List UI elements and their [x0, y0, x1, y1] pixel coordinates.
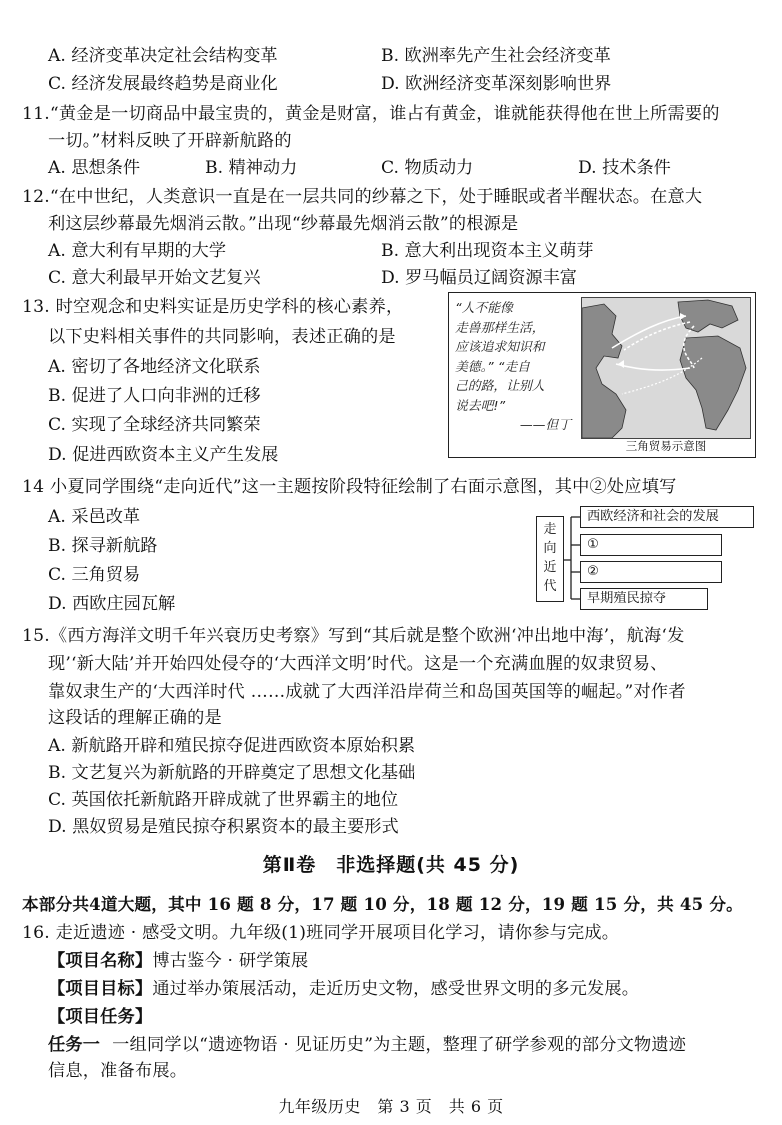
q13-option-d: D. 促进西欧资本主义产生发展 — [48, 445, 279, 465]
theme-char: 近 — [543, 560, 557, 575]
q14-option-a: A. 采邑改革 — [48, 507, 141, 527]
q12-option-a: A. 意大利有早期的大学 — [48, 241, 227, 261]
theme-char: 代 — [543, 579, 557, 594]
q13-stem-line1: 13. 时空观念和史料实证是历史学科的核心素养， — [22, 297, 404, 317]
q16-task1-line1 — [48, 1034, 686, 1056]
q13-option-a: A. 密切了各地经济文化联系 — [48, 357, 261, 377]
q11-stem-line1: 11.“黄金是一切商品中最宝贵的，黄金是财富，谁占有黄金，谁就能获得他在世上所需要的 — [22, 104, 720, 124]
q15-option-a: A. 新航路开辟和殖民掠夺促进西欧资本原始积累 — [48, 736, 416, 756]
q10-option-d: D. 欧洲经济变革深刻影响世界 — [381, 74, 612, 94]
q14-option-d: D. 西欧庄园瓦解 — [48, 594, 176, 614]
q13-option-b: B. 促进了人口向非洲的迁移 — [48, 386, 261, 406]
triangle-trade-map — [581, 297, 751, 439]
q12-stem-line2: 利这层纱幕最先烟消云散。”出现“纱幕最先烟消云散”的根源是 — [48, 214, 519, 234]
diagram-theme-label — [536, 516, 564, 602]
q16-project-name — [48, 950, 308, 972]
q13-stem-line2: 以下史料相关事件的共同影响，表述正确的是 — [48, 327, 396, 347]
q10-option-b: B. 欧洲率先产生社会经济变革 — [381, 46, 611, 66]
theme-char: 走 — [543, 522, 557, 537]
q15-stem-line2: 现’‘新大陆’并开始四处侵夺的‘大西洋文明’时代。这是一个充满血腥的奴隶贸易、 — [48, 654, 668, 674]
q10-option-a: A. 经济变革决定社会结构变革 — [48, 46, 278, 66]
quote-line: 走兽那样生活， — [455, 320, 545, 336]
project-task-label: 【项目任务】 — [48, 1007, 153, 1027]
project-name-value: 博古鉴今 · 研学策展 — [152, 951, 309, 971]
project-name-label: 【项目名称】 — [48, 951, 153, 971]
q14-option-b: B. 探寻新航路 — [48, 536, 158, 556]
q14-stem-line1: 14 小夏同学围绕“走向近代”这一主题按阶段特征绘制了右面示意图，其中②处应填写 — [22, 477, 677, 497]
quote-line: 己的路，让别人 — [455, 379, 545, 394]
q16-stem: 16. 走近遗迹 · 感受文明。九年级(1)班同学开展项目化学习，请你参与完成。 — [22, 923, 620, 943]
q10-option-c: C. 经济发展最终趋势是商业化 — [48, 74, 278, 94]
q11-option-b: B. 精神动力 — [205, 158, 298, 178]
diagram-box-1: 西欧经济和社会的发展 — [580, 506, 754, 528]
task1-label: 任务一 — [48, 1035, 101, 1055]
q15-option-d: D. 黑奴贸易是殖民掠夺积累资本的最主要形式 — [48, 817, 399, 837]
quote-line: 说去吧!” — [455, 398, 506, 414]
q12-option-c: C. 意大利最早开始文艺复兴 — [48, 268, 261, 288]
q15-stem-line1: 15.《西方海洋文明千年兴衰历史考察》写到“其后就是整个欧洲‘冲出地中海’，航海‘发 — [22, 626, 685, 646]
q12-stem-line1: 12.“在中世纪，人类意识一直是在一层共同的纱幕之下，处于睡眠或者半醒状态。在意大 — [22, 187, 703, 207]
q14-option-c: C. 三角贸易 — [48, 565, 141, 585]
section-2-title: 第Ⅱ卷 非选择题(共 45 分) — [262, 854, 520, 876]
q15-stem-line3: 靠奴隶生产的‘大西洋时代 ……成就了大西洋沿岸荷兰和岛国英国等的崛起。”对作者 — [48, 682, 686, 702]
quote-line: “人不能像 — [455, 301, 513, 316]
q16-project-goal — [48, 978, 639, 1000]
q16-task1-line2: 信息，准备布展。 — [48, 1061, 188, 1081]
diagram-box-4: 早期殖民掠夺 — [580, 588, 708, 610]
dante-quote — [455, 299, 573, 436]
page-footer: 九年级历史 第 3 页 共 6 页 — [278, 1097, 504, 1116]
q11-option-d: D. 技术条件 — [578, 158, 671, 178]
quote-line: 应该追求知识和 — [455, 340, 545, 355]
map-illustration — [582, 298, 750, 438]
q12-option-d: D. 罗马幅员辽阔资源丰富 — [381, 268, 577, 288]
q11-option-a: A. 思想条件 — [48, 158, 141, 178]
q13-option-c: C. 实现了全球经济共同繁荣 — [48, 415, 261, 435]
q13-figure — [448, 292, 756, 458]
section-2-intro: 本部分共4道大题，其中 16 题 8 分，17 题 10 分，18 题 12 分，19 题 15 分，共 45 分。 — [22, 894, 743, 914]
q11-option-c: C. 物质动力 — [381, 158, 474, 178]
q11-stem-line2: 一切。”材料反映了开辟新航路的 — [48, 131, 292, 151]
project-goal-value: 通过举办策展活动，走近历史文物，感受世界文明的多元发展。 — [152, 979, 640, 999]
diagram-box-2: ① — [580, 534, 722, 556]
q15-option-b: B. 文艺复兴为新航路的开辟奠定了思想文化基础 — [48, 763, 416, 783]
diagram-box-3: ② — [580, 561, 722, 583]
theme-char: 向 — [543, 541, 557, 556]
quote-author: ——但丁 — [519, 418, 571, 433]
task1-text: 一组同学以“遗迹物语 · 见证历史”为主题，整理了研学参观的部分文物遗迹 — [112, 1035, 687, 1055]
map-caption: 三角贸易示意图 — [625, 439, 707, 453]
project-goal-label: 【项目目标】 — [48, 979, 153, 999]
q15-option-c: C. 英国依托新航路开辟成就了世界霸主的地位 — [48, 790, 399, 810]
q15-stem-line4: 这段话的理解正确的是 — [48, 708, 222, 728]
quote-line: 美德。” “走自 — [455, 359, 530, 375]
q12-option-b: B. 意大利出现资本主义萌芽 — [381, 241, 594, 261]
